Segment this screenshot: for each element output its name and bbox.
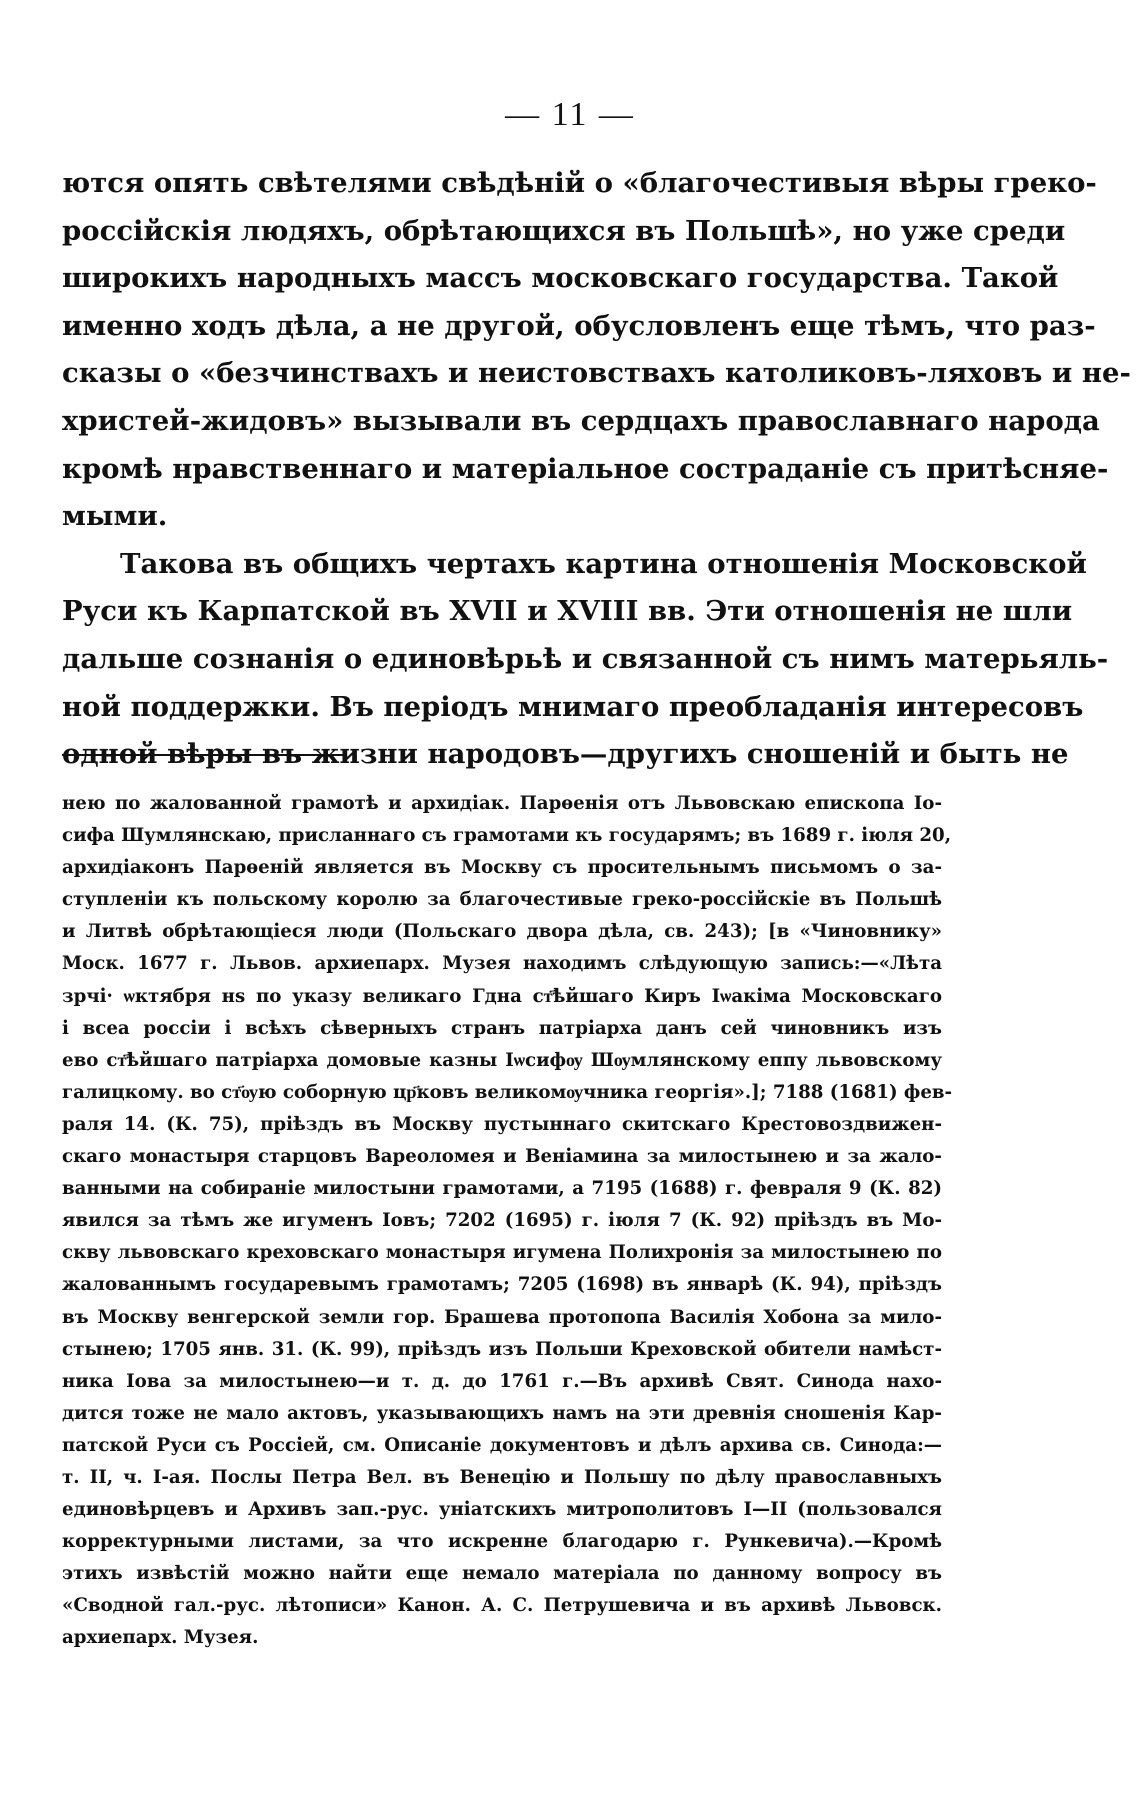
text-line: мыми.	[62, 500, 168, 533]
footnote-line: единовѣрцевъ и Архивъ зап.-рус. уніатскихъ митрополитовъ I—II (пользовался	[62, 1499, 942, 1521]
paragraph-start-line: Такова въ общихъ чертахъ картина отношенія Московской	[120, 547, 1087, 580]
footnote-line: нею по жалованной грамотѣ и архидіак. Парѳенія отъ Львовскаю епископа Іо-	[62, 793, 942, 814]
footnote-line: ево ст҃ѣйшаго патріарха домовые казны Іѡсифѹ Шѹмлянскому еппу львовскому	[62, 1049, 942, 1071]
footnote-block	[62, 788, 953, 1655]
footnote-line: зрчі· ѡктября нѕ по указу великаго Гдна ст҃ѣйшаго Киръ Іѡакіма Московскаго	[62, 985, 942, 1007]
text-line: россійскія людяхъ, обрѣтающихся въ Польшѣ», но уже среди	[62, 214, 1066, 247]
footnote-line: и Литвѣ обрѣтающіеся люди (Польскаго двора дѣла, св. 243); [в «Чиновнику»	[62, 921, 942, 943]
footnote-line: патской Руси съ Россіей, см. Описаніе документовъ и дѣлъ архива св. Синода:—	[62, 1434, 942, 1456]
footnote-line: дится тоже не мало актовъ, указывающихъ намъ на эти древнія сношенія Кар-	[62, 1402, 942, 1424]
footnote-line: т. II, ч. I-ая. Послы Петра Вел. въ Венецію и Польшу по дѣлу православныхъ	[62, 1466, 942, 1488]
text-line: дальше сознанія о единовѣрьѣ и связанной съ нимъ матерьяль-	[62, 642, 1109, 675]
footnote-line: ванными на собираніе милостыни грамотами, а 7195 (1688) г. февраля 9 (К. 82)	[62, 1178, 942, 1200]
text-line: одной вѣры въ жизни народовъ—другихъ сношеній и быть не	[62, 738, 1069, 771]
text-line: ной поддержки. Въ періодъ мнимаго преобладанія интересовъ	[62, 690, 1084, 723]
main-text-block	[62, 160, 1131, 779]
text-line: кромѣ нравственнаго и матеріальное состраданіе съ притѣсняе-	[62, 452, 1109, 485]
footnote-line: раля 14. (К. 75), пріѣздъ въ Москву пустыннаго скитскаго Крестовоздвижен-	[62, 1113, 942, 1135]
text-line: именно ходъ дѣла, а не другой, обусловленъ еще тѣмъ, что раз-	[62, 309, 1096, 342]
text-line: сказы о «безчинствахъ и неистовствахъ католиковъ-ляховъ и не-	[62, 357, 1131, 390]
text-line: Руси къ Карпатской въ XVII и XVIII вв. Эти отношенія не шли	[62, 595, 1073, 628]
footnote-line: архиепарх. Музея.	[62, 1627, 259, 1649]
text-line: христей-жидовъ» вызывали въ сердцахъ православнаго народа	[62, 404, 1100, 437]
footnote-line: Моск. 1677 г. Львов. архиепарх. Музея находимъ слѣдующую запись:—«Лѣта	[62, 953, 942, 975]
page-number: — 11 —	[505, 96, 635, 133]
text-line: широкихъ народныхъ массъ московскаго государства. Такой	[62, 262, 1059, 295]
footnote-line: галицкому. во ст҃ѹю соборную цр҃ковъ великомѹчника георгія».]; 7188 (1681) фев-	[62, 1081, 953, 1103]
footnote-line: і всеа россіи і всѣхъ сѣверныхъ странъ патріарха данъ сей чиновникъ изъ	[62, 1017, 942, 1039]
footnote-line: скву львовскаго креховскаго монастыря игумена Полихронія за милостынею по	[62, 1242, 942, 1264]
footnote-line: «Сводной гал.-рус. лѣтописи» Канон. А. С. Петрушевича и въ архивѣ Львовск.	[62, 1595, 942, 1617]
footnote-line: въ Москву венгерской земли гор. Брашева протопопа Василія Хобона за мило-	[62, 1306, 942, 1328]
footnote-line: ступленіи къ польскому королю за благочестивые греко-россійскіе въ Польшѣ	[62, 889, 942, 911]
footnote-separator	[62, 754, 345, 756]
footnote-line: стынею; 1705 янв. 31. (К. 99), пріѣздъ изъ Польши Креховской обители намѣст-	[62, 1338, 942, 1360]
footnote-line: скаго монастыря старцовъ Вареоломея и Веніамина за милостынею и за жало-	[62, 1146, 942, 1168]
footnote-line: архидіаконъ Парѳеній является въ Москву съ просительнымъ письмомъ о за-	[62, 857, 942, 879]
footnote-line: этихъ извѣстій можно найти еще немало матеріала по данному вопросу въ	[62, 1563, 942, 1585]
footnote-line: сифа Шумлянскаю, присланнаго съ грамотами къ государямъ; въ 1689 г. іюля 20,	[62, 825, 952, 847]
footnote-line: корректурными листами, за что искренне благодарю г. Рункевича).—Кромѣ	[62, 1531, 942, 1553]
footnote-line: ника Іова за милостынею—и т. д. до 1761 г.—Въ архивѣ Свят. Синода нахо-	[62, 1370, 942, 1392]
footnote-line: жалованнымъ государевымъ грамотамъ; 7205 (1698) въ январѣ (К. 94), пріѣздъ	[62, 1274, 942, 1296]
text-line: ются опять свѣтелями свѣдѣній о «благочестивыя вѣры греко-	[62, 167, 1097, 199]
footnote-line: явился за тѣмъ же игуменъ Іовъ; 7202 (1695) г. іюля 7 (К. 92) пріѣздъ въ Мо-	[62, 1210, 942, 1232]
